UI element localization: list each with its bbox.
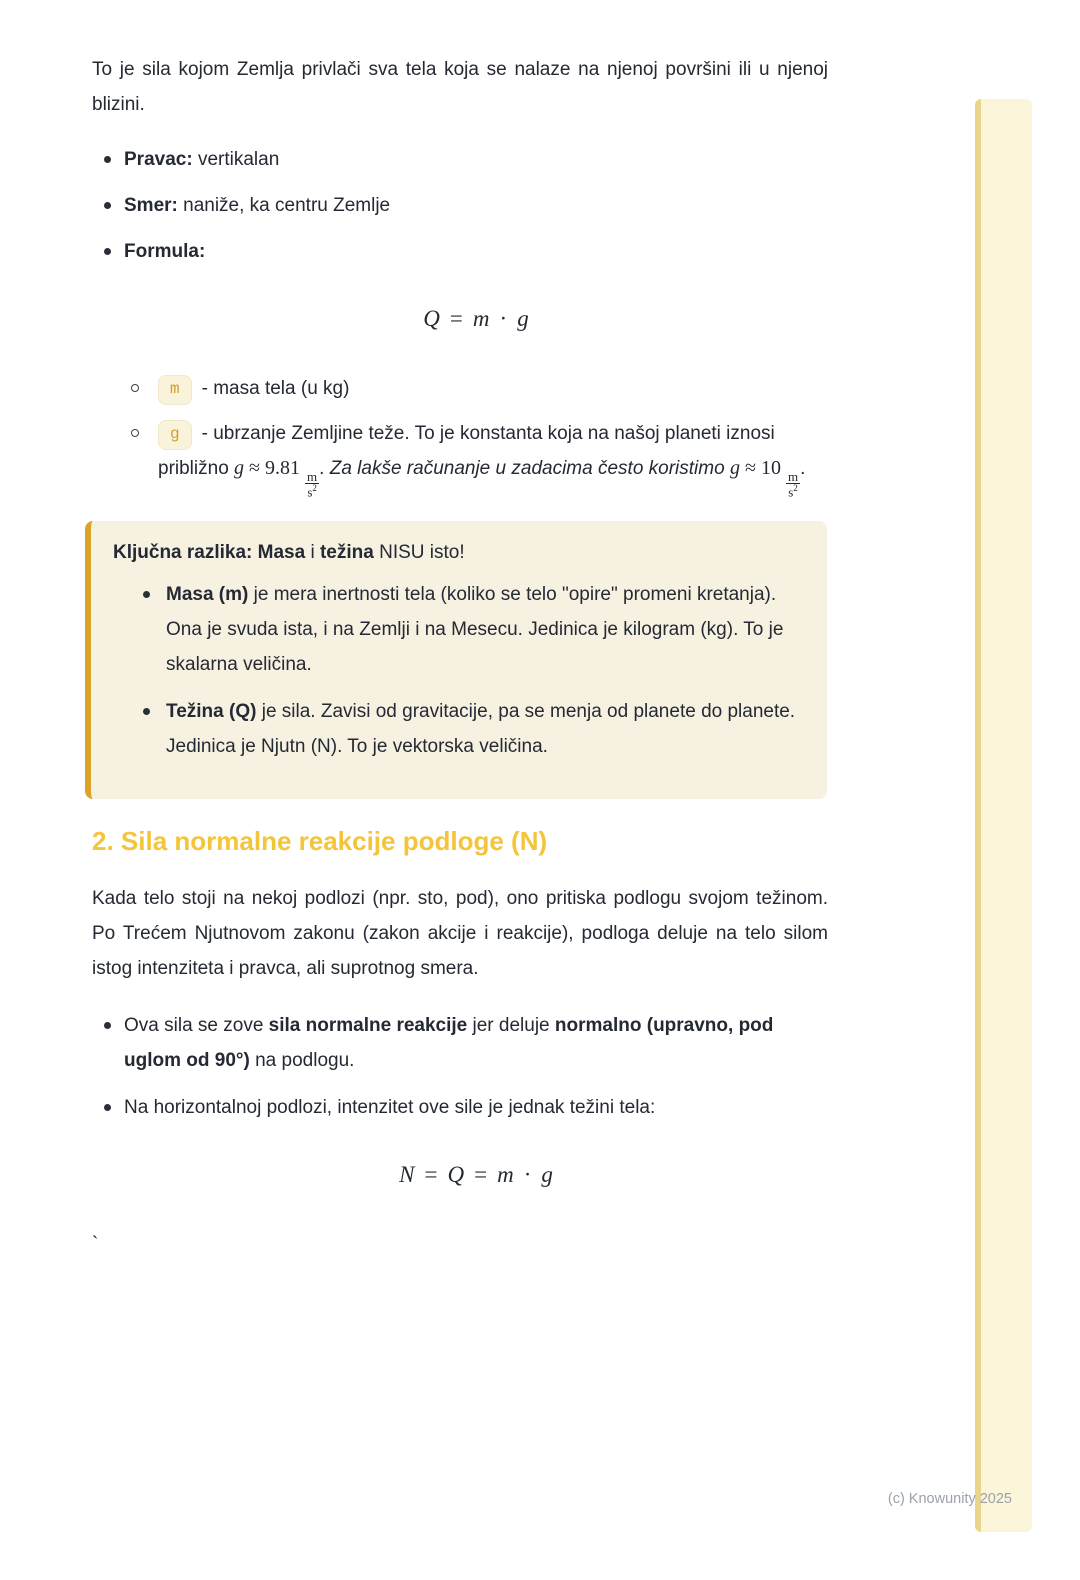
variable-chip-g: g — [158, 420, 192, 450]
callout-bullet-list — [113, 577, 797, 764]
key-difference-callout — [85, 521, 827, 799]
callout-title-bold: Ključna razlika: Masa — [113, 542, 306, 564]
bold-term: sila normalne reakcije — [268, 1015, 468, 1037]
math-operator: ≈ — [739, 457, 761, 479]
property-item-formula — [92, 234, 828, 269]
formula-operator: · — [499, 306, 508, 331]
callout-bullet-masa — [113, 577, 797, 682]
callout-title-plain: NISU isto! — [373, 542, 465, 564]
formula-symbol: Q — [423, 306, 440, 331]
formula-operator: · — [523, 1162, 532, 1188]
math-value: 10 — [760, 457, 786, 479]
copyright-footer: (c) Knowunity 2025 — [887, 1491, 1012, 1507]
stray-backtick: ` — [92, 1234, 99, 1256]
property-value: naniže, ka centru Zemlje — [177, 195, 391, 216]
formula-symbol: g — [517, 306, 529, 331]
punctuation: . — [319, 458, 330, 479]
variables-list — [92, 371, 828, 498]
formula-symbol: m — [497, 1162, 514, 1188]
formula-operator: = — [449, 306, 463, 331]
normal-force-bullet-1: Ova sila se zove sila normalne reakcije jer deluje normalno (upravno, pod uglom od 90°) na podlogu. — [92, 1008, 828, 1078]
callout-bullet-lead: Težina (Q) — [166, 701, 257, 723]
property-value: vertikalan — [192, 149, 280, 170]
callout-bullet-text: je sila. Zavisi od gravitacije, pa se menja od planete do planete. Jedinica je Njutn (N). To je vektorska veličina. — [166, 701, 796, 758]
callout-title — [113, 535, 797, 570]
formula-symbol: N — [399, 1162, 415, 1188]
fraction-m-per-s2: $\frac{m}{s^2}$ — [787, 469, 799, 500]
callout-title-plain: i — [305, 542, 320, 564]
property-label: Pravac: — [124, 149, 193, 170]
property-label: Formula: — [124, 241, 206, 262]
intro-paragraph: To je sila kojom Zemlja privlači sva tela koja se nalaze na njenoj površini ili u njenoj blizini. — [92, 59, 828, 115]
section-heading: 2. Sila normalne reakcije podloge (N) — [92, 826, 548, 857]
formula-symbol: g — [541, 1162, 553, 1188]
fraction-m-per-s2: $\frac{m}{s^2}$ — [307, 469, 318, 500]
variable-item-g — [92, 416, 828, 498]
property-label: Smer: — [124, 195, 178, 216]
formula-symbol: Q — [447, 1162, 465, 1188]
formula-operator: = — [424, 1162, 438, 1188]
section-paragraph: Kada telo stoji na nekoj podlozi (npr. sto, pod), ono pritiska podlogu svojom težinom. Po Trećem Njutnovom zakonu (zakon akcije i reakcije), podloga deluje na telo silom istog intenziteta i pravca, ali suprotnog smera. — [92, 888, 828, 980]
normal-force-formula — [92, 1156, 828, 1194]
math-g-symbol: g — [234, 457, 245, 479]
variable-description: - masa tela (u kg) — [201, 378, 350, 399]
weight-properties-list — [92, 142, 828, 269]
bold-term: normalno (upravno, pod uglom od 90°) — [124, 1015, 774, 1072]
callout-bullet-lead: Masa (m) — [166, 584, 249, 606]
weight-formula — [92, 300, 828, 338]
callout-title-bold: težina — [319, 542, 374, 564]
property-item-smer — [92, 188, 828, 223]
callout-bullet-tezina — [113, 694, 797, 764]
formula-operator: = — [474, 1162, 488, 1188]
math-value: ≈ 9.81 — [244, 457, 306, 479]
punctuation: . — [800, 458, 806, 479]
variable-description: - ubrzanje Zemljine teže. To je konstanta koja na našoj planeti iznosi približno — [158, 423, 775, 479]
math-g-symbol: g — [729, 457, 740, 479]
normal-force-bullet-list — [92, 1008, 828, 1125]
callout-bullet-text: je mera inertnosti tela (koliko se telo "opire" promeni kretanja). Ona je svuda ista, i na Zemlji i na Mesecu. Jedinica je kilogram (kg). To je skalarna veličina. — [166, 584, 784, 676]
variable-item-m — [92, 371, 828, 406]
italic-note: Za lakše računanje u zadacima često koristimo — [329, 458, 730, 479]
normal-force-bullet-2: Na horizontalnoj podlozi, intenzitet ove sile je jednak težini tela: — [92, 1090, 828, 1125]
property-item-pravac — [92, 142, 828, 177]
page-content — [0, 52, 1080, 1262]
variable-chip-m: m — [158, 375, 192, 405]
formula-symbol: m — [472, 306, 490, 331]
